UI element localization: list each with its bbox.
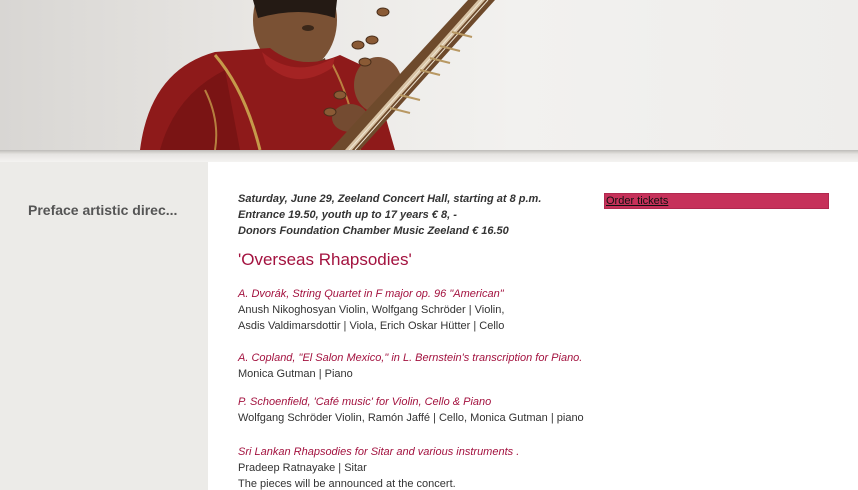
sidebar-item-preface[interactable]: Preface artistic direc... [28, 202, 178, 218]
piece-title: Sri Lankan Rhapsodies for Sitar and various instruments . [238, 446, 520, 458]
piece-performers: Monica Gutman | Piano [238, 368, 353, 380]
event-date-venue: Saturday, June 29, Zeeland Concert Hall, starting at 8 p.m. [238, 193, 542, 205]
hero-shadow-edge [0, 150, 858, 162]
sitar-player-photo [0, 0, 858, 150]
order-tickets-box[interactable] [604, 193, 829, 209]
piece-title: A. Copland, "El Salon Mexico," in L. Bernstein's transcription for Piano. [238, 352, 583, 364]
hero-banner [0, 0, 858, 150]
piece-performers: Wolfgang Schröder Violin, Ramón Jaffé | Cello, Monica Gutman | piano [238, 412, 584, 424]
piece-note: The pieces will be announced at the concert. [238, 478, 456, 490]
sidebar [0, 162, 208, 490]
event-donors-price: Donors Foundation Chamber Music Zeeland € 16.50 [238, 225, 509, 237]
concert-title: 'Overseas Rhapsodies' [238, 250, 412, 269]
piece-title: A. Dvorák, String Quartet in F major op. 96 "American" [238, 288, 504, 300]
piece-title: P. Schoenfield, 'Café music' for Violin, Cello & Piano [238, 396, 492, 408]
piece-performers: Asdis Valdimarsdottir | Viola, Erich Oskar Hütter | Cello [238, 320, 505, 332]
piece-performers: Anush Nikoghosyan Violin, Wolfgang Schröder | Violin, [238, 304, 505, 316]
piece-performers: Pradeep Ratnayake | Sitar [238, 462, 367, 474]
order-tickets-link[interactable]: Order tickets [606, 195, 669, 207]
event-entrance-price: Entrance 19.50, youth up to 17 years € 8, - [238, 209, 457, 221]
